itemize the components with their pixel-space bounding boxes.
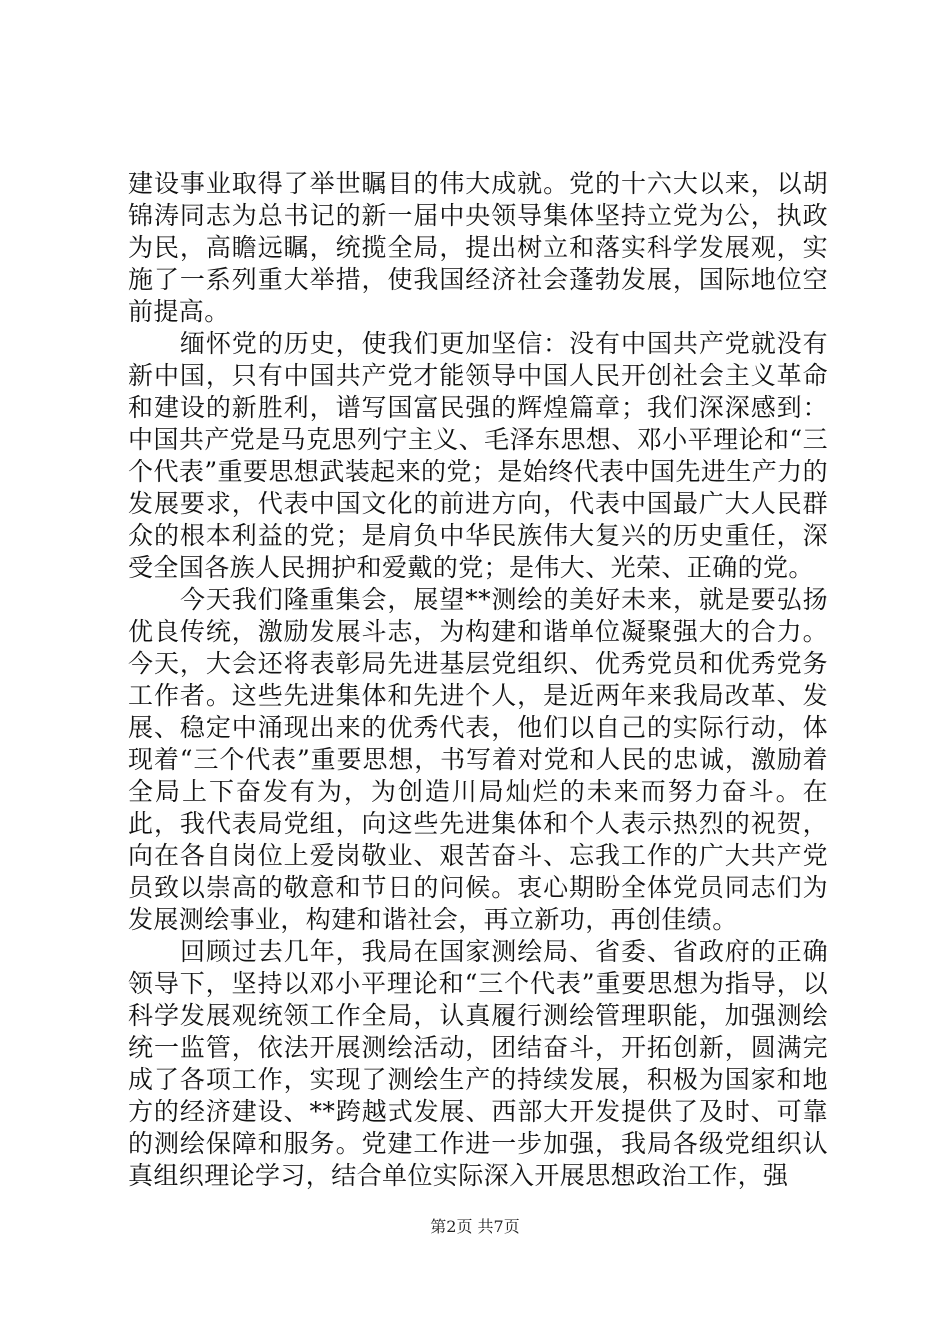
document-body xyxy=(128,168,828,1192)
paragraph-4: 回顾过去几年，我局在国家测绘局、省委、省政府的正确领导下，坚持以邓小平理论和“三个代表”重要思想为指导，以科学发展观统领工作全局，认真履行测绘管理职能，加强测绘统一监管，依法开展测绘活动，团结奋斗，开拓创新，圆满完成了各项工作，实现了测绘生产的持续发展，积极为国家和地方的经济建设、**跨越式发展、西部大开发提供了及时、可靠的测绘保障和服务。党建工作进一步加强，我局各级党组织认真组织理论学习，结合单位实际深入开展思想政治工作，强 xyxy=(128,937,828,1190)
page-number-label: 第2页 共7页 xyxy=(430,1217,520,1236)
paragraph-3: 今天我们隆重集会，展望**测绘的美好未来，就是要弘扬优良传统，激励发展斗志，为构建和谐单位凝聚强大的合力。今天，大会还将表彰局先进基层党组织、优秀党员和优秀党务工作者。这些先进集体和先进个人，是近两年来我局改革、发展、稳定中涌现出来的优秀代表，他们以自己的实际行动，体现着“三个代表”重要思想，书写着对党和人民的忠诚，激励着全局上下奋发有为，为创造川局灿烂的未来而努力奋斗。在此，我代表局党组，向这些先进集体和个人表示热烈的祝贺，向在各自岗位上爱岗敬业、艰苦奋斗、忘我工作的广大共产党员致以崇高的敬意和节日的问候。衷心期盼全体党员同志们为发展测绘事业，构建和谐社会，再立新功，再创佳绩。 xyxy=(128,585,828,934)
paragraph-1: 建设事业取得了举世瞩目的伟大成就。党的十六大以来，以胡锦涛同志为总书记的新一届中央领导集体坚持立党为公，执政为民，高瞻远瞩，统揽全局，提出树立和落实科学发展观，实施了一系列重大举措，使我国经济社会蓬勃发展，国际地位空前提高。 xyxy=(128,169,828,326)
paragraph-2: 缅怀党的历史，使我们更加坚信：没有中国共产党就没有新中国，只有中国共产党才能领导中国人民开创社会主义革命和建设的新胜利，谱写国富民强的辉煌篇章；我们深深感到：中国共产党是马克思列宁主义、毛泽东思想、邓小平理论和“三个代表”重要思想武装起来的党；是始终代表中国先进生产力的发展要求，代表中国文化的前进方向，代表中国最广大人民群众的根本利益的党；是肩负中华民族伟大复兴的历史重任，深受全国各族人民拥护和爱戴的党；是伟大、光荣、正确的党。 xyxy=(128,329,828,582)
page-footer xyxy=(0,1216,950,1238)
